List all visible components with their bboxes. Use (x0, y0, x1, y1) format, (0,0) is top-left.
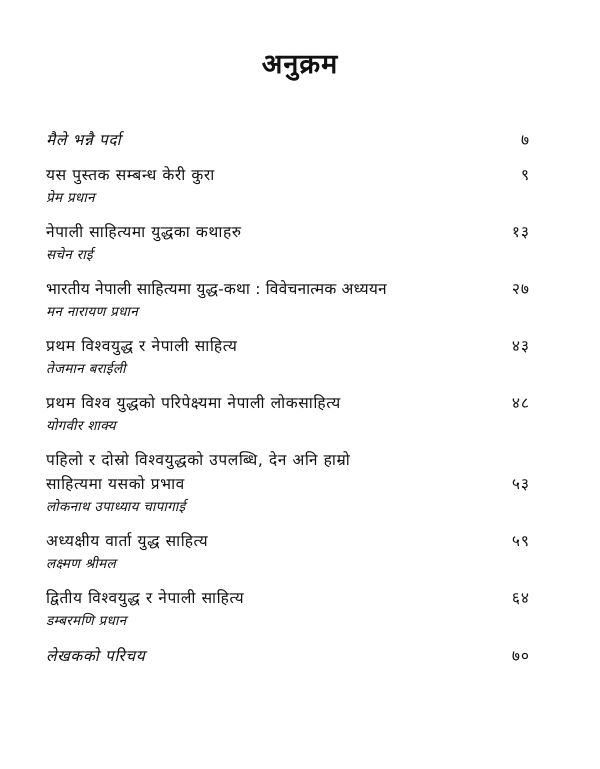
entry-page-number: ५९ (511, 532, 530, 550)
entry-title: द्वितीय विश्वयुद्ध र नेपाली साहित्य (46, 589, 245, 607)
entry-page-number: ७० (511, 647, 530, 665)
entry-page-number: ४८ (511, 394, 530, 412)
toc-entry (46, 220, 530, 266)
toc-entry (46, 448, 530, 518)
entry-page-number: २७ (511, 280, 530, 298)
entry-title-line-1: पहिलो र दोस्रो विश्वयुद्धको उपलब्धि, देन अनि हाम्रो (46, 451, 351, 469)
toc-line (46, 163, 530, 187)
toc-line (46, 644, 530, 668)
entry-author: सचेन राई (46, 247, 93, 263)
toc-entry (46, 128, 530, 152)
entry-page-number: ७ (520, 131, 530, 149)
toc-line (46, 529, 530, 553)
entry-title: लेखकको परिचय (46, 647, 146, 665)
entry-author: प्रेम प्रधान (46, 190, 95, 206)
entry-page-number: ४३ (511, 337, 530, 355)
toc-line (46, 391, 530, 415)
entry-title: प्रथम विश्व युद्धको परिपेक्ष्यमा नेपाली लोकसाहित्य (46, 394, 341, 412)
toc-line (46, 586, 530, 610)
entry-page-number: १३ (511, 223, 530, 241)
entry-author: लोकनाथ उपाध्याय चापागाई (46, 499, 186, 515)
entry-author: लक्ष्मण श्रीमल (46, 556, 116, 572)
toc-entry (46, 391, 530, 437)
entry-title: नेपाली साहित्यमा युद्धका कथाहरु (46, 223, 242, 241)
entry-author: तेजमान बराईली (46, 361, 126, 377)
entry-author: मन नारायण प्रधान (46, 304, 139, 320)
toc-entry (46, 586, 530, 632)
entry-page-number: ६४ (511, 589, 530, 607)
toc-line (46, 334, 530, 358)
table-of-contents (46, 128, 530, 668)
toc-line (46, 220, 530, 244)
entry-page-number: ९ (520, 166, 530, 184)
entry-title: अध्यक्षीय वार्ता युद्ध साहित्य (46, 532, 209, 550)
entry-author: योगवीर शाक्य (46, 418, 116, 434)
entry-page-number: ५३ (511, 475, 530, 493)
toc-line (46, 472, 530, 496)
entry-title: भारतीय नेपाली साहित्यमा युद्ध-कथा : विवेचनात्मक अध्ययन (46, 280, 387, 298)
entry-title: यस पुस्तक सम्बन्ध केरी कुरा (46, 166, 215, 184)
toc-entry (46, 277, 530, 323)
toc-entry (46, 163, 530, 209)
toc-entry (46, 529, 530, 575)
toc-line (46, 128, 530, 152)
entry-title: प्रथम विश्वयुद्ध र नेपाली साहित्य (46, 337, 238, 355)
entry-author: डम्बरमणि प्रधान (46, 613, 127, 629)
page-title: अनुक्रम (261, 49, 339, 80)
toc-line (46, 277, 530, 301)
toc-entry (46, 334, 530, 380)
toc-entry (46, 644, 530, 668)
entry-title: साहित्यमा यसको प्रभाव (46, 475, 185, 493)
entry-title: मैले भन्नै पर्दा (46, 131, 122, 149)
